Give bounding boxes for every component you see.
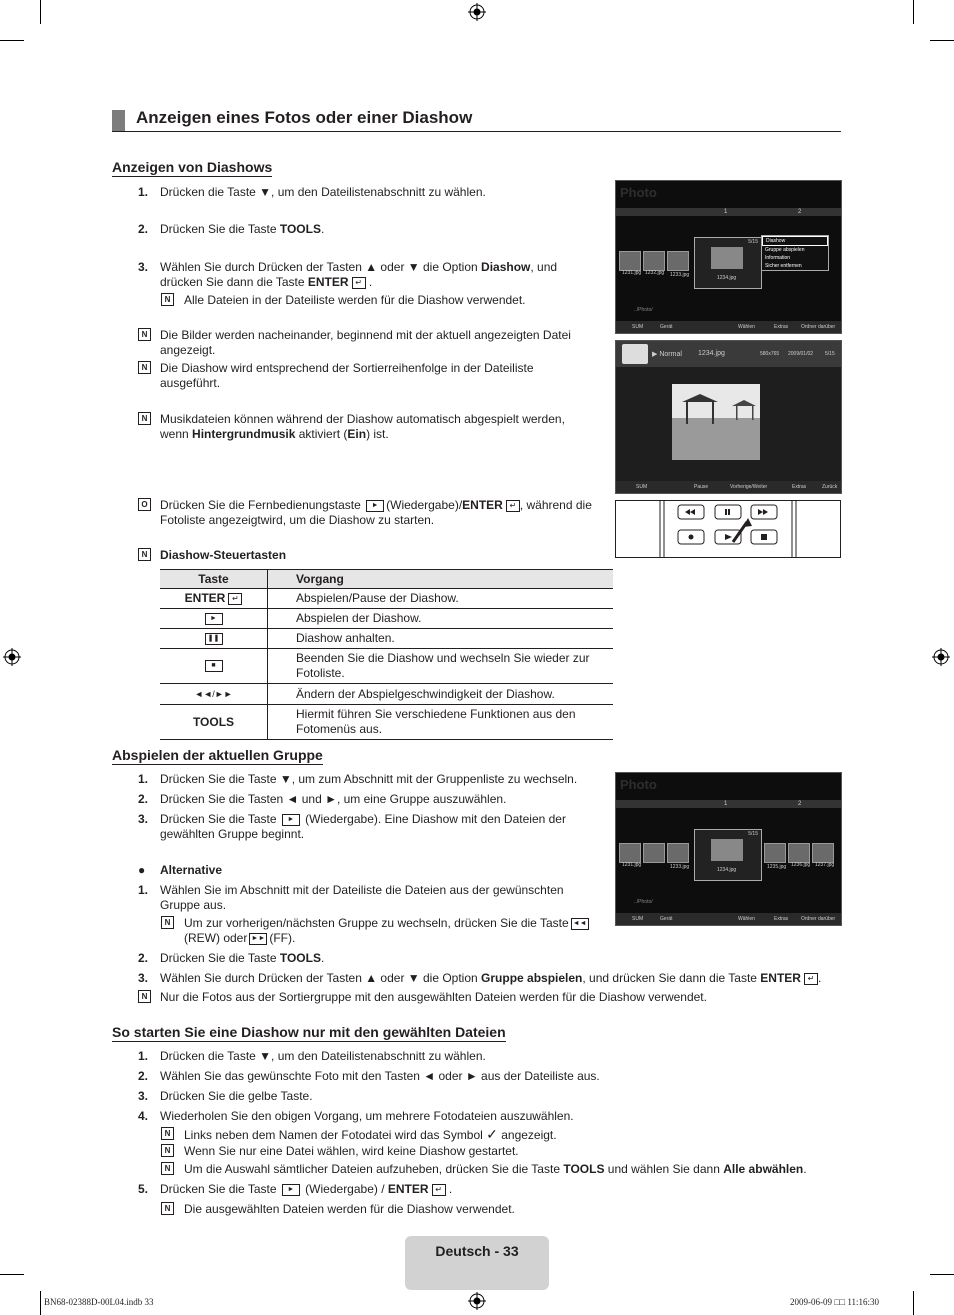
step-text: Drücken Sie die Taste ► (Wiedergabe) / ENTER ↵ .	[160, 1182, 453, 1196]
note-icon: N	[161, 1127, 174, 1140]
col-action-header: Vorgang	[268, 570, 614, 589]
subheading-gewaehlte: So starten Sie eine Diashow nur mit den gewählten Dateien	[112, 1024, 506, 1040]
file-label: 1233.jpg	[670, 864, 690, 870]
tools-menu	[761, 235, 829, 271]
menu-item-gruppe[interactable]: Gruppe abspielen	[765, 247, 805, 253]
note-text: Um zur vorherigen/nächsten Gruppe zu wechseln, drücken Sie die Taste ◄◄ (REW) oder ►► (FF).	[184, 916, 604, 946]
note-icon: N	[161, 1162, 174, 1175]
selected-thumbnail	[711, 839, 743, 861]
table-row	[160, 684, 613, 705]
play-key-icon: ►	[282, 814, 300, 826]
photo-screen-menu	[615, 180, 842, 334]
step-text: Wählen Sie das gewünschte Foto mit den Tasten ◄ oder ► aus der Dateiliste aus.	[160, 1069, 600, 1083]
step-text: Wiederholen Sie den obigen Vorgang, um mehrere Fotodateien auszuwählen.	[160, 1109, 574, 1123]
stop-key-icon: ■	[205, 660, 223, 672]
group-label: 1	[724, 801, 728, 807]
path-label: ../Photo/	[634, 899, 653, 905]
registration-mark-icon	[3, 648, 21, 666]
step-number: 3.	[138, 1089, 149, 1103]
heading-rule	[112, 131, 841, 132]
note-text: Wenn Sie nur eine Datei wählen, wird keine Diashow gestartet.	[184, 1144, 519, 1158]
action-cell: Abspielen/Pause der Diashow.	[268, 589, 614, 609]
beach-photo	[672, 384, 760, 460]
group-label: 2	[798, 209, 802, 215]
remote-note-text: Drücken Sie die Fernbedienungstaste ► (Wiedergabe)/ENTER ↵ , während die Fotoliste angezeigtwird, um die Diashow zu starten.	[160, 498, 592, 527]
step-text: Wählen Sie im Abschnitt mit der Dateiliste die Dateien aus der gewünschten Gruppe aus.	[160, 883, 564, 912]
resolution-label: 580x765	[760, 351, 780, 357]
file-label: 1231.jpg	[622, 270, 642, 276]
file-label: 1234.jpg	[698, 350, 725, 357]
col-key-header: Taste	[160, 570, 268, 589]
file-label: 1233.jpg	[670, 272, 690, 278]
screen-bottom-bar: SUM Pause Vorherige/Weiter Extras Zurück	[616, 481, 841, 493]
file-label: 1236.jpg	[791, 862, 811, 868]
step-number: 2.	[138, 1069, 149, 1083]
alternative-title: Alternative	[160, 863, 223, 877]
thumbnail	[764, 843, 786, 863]
note-text: Nur die Fotos aus der Sortiergruppe mit den ausgewählten Dateien werden für die Diashow verwendet.	[160, 990, 707, 1004]
crop-mark	[40, 1291, 41, 1315]
file-label: 1232.jpg	[645, 270, 665, 276]
crop-mark	[0, 1274, 24, 1275]
enter-icon: ↵	[352, 277, 366, 289]
crop-mark	[930, 40, 954, 41]
note-icon: N	[161, 1202, 174, 1215]
count-label: 5/15	[825, 351, 835, 357]
enter-icon: ↵	[228, 593, 242, 605]
table-row	[160, 705, 613, 740]
registration-mark-icon	[932, 648, 950, 666]
group-label: 2	[798, 801, 802, 807]
step-number: 3.	[138, 260, 149, 274]
pause-key-icon: ❚❚	[205, 633, 223, 645]
table-row	[160, 609, 613, 629]
key-cell	[160, 609, 268, 629]
file-label: 1235.jpg	[767, 864, 787, 870]
screen-bottom-bar: SUM Gerät Wählen Extras Ordner darüber	[616, 913, 841, 925]
step-text: Wählen Sie durch Drücken der Tasten ▲ oder ▼ die Option Diashow, und drücken Sie dann die Taste ENTER ↵ .	[160, 260, 558, 289]
table-row	[160, 589, 613, 609]
key-cell: ENTER ↵	[160, 589, 268, 609]
action-cell: Abspielen der Diashow.	[268, 609, 614, 629]
mode-label: ▶ Normal	[652, 351, 682, 358]
enter-icon: ↵	[432, 1184, 446, 1196]
step-number: 3.	[138, 971, 149, 985]
thumbnail	[619, 251, 641, 271]
file-label: 1231.jpg	[622, 862, 642, 868]
subheading-diashows: Anzeigen von Diashows	[112, 159, 273, 175]
play-key-icon: ►	[366, 500, 384, 512]
table-row	[160, 629, 613, 649]
ff-key-icon: ►►	[249, 933, 267, 945]
step-text: Drücken Sie die Taste ▼, um zum Abschnitt mit der Gruppenliste zu wechseln.	[160, 772, 578, 786]
key-cell	[160, 629, 268, 649]
step-number: 2.	[138, 951, 149, 965]
heading-bar	[112, 110, 125, 131]
screen-bottom-bar: SUM Gerät Wählen Extras Ordner darüber	[616, 321, 841, 333]
enter-icon: ↵	[804, 973, 818, 985]
screen-title: Photo	[620, 185, 657, 200]
play-key-icon: ►	[205, 613, 223, 625]
step-number: 2.	[138, 222, 149, 236]
key-cell	[160, 684, 268, 705]
crop-mark	[913, 1291, 914, 1315]
step-text: Drücken die Taste ▼, um den Dateilistenabschnitt zu wählen.	[160, 185, 486, 199]
note-text: Alle Dateien in der Dateiliste werden für die Diashow verwendet.	[184, 293, 526, 307]
table-row	[160, 649, 613, 684]
thumbnail	[643, 251, 665, 271]
group-bar	[616, 208, 841, 216]
thumbnail	[643, 843, 665, 863]
footer-file: BN68-02388D-00L04.indb 33	[44, 1297, 154, 1307]
note-text: Die Diashow wird entsprechend der Sortierreihenfolge in der Dateiliste ausgeführt.	[160, 361, 534, 390]
rew-key-icon: ◄◄	[571, 918, 589, 930]
home-icon	[622, 344, 648, 364]
selected-file-box: 5/15 1234.jpg	[694, 237, 762, 289]
step-text: Drücken Sie die Tasten ◄ und ►, um eine Gruppe auszuwählen.	[160, 792, 507, 806]
step-text: Drücken die Taste ▼, um den Dateilistenabschnitt zu wählen.	[160, 1049, 486, 1063]
thumbnail	[788, 843, 810, 863]
controls-title: Diashow-Steuertasten	[160, 548, 287, 562]
photo-screen-group	[615, 772, 842, 926]
note-text: Musikdateien können während der Diashow automatisch abgespielt werden, wenn Hintergrundmusik aktiviert (Ein) ist.	[160, 412, 565, 441]
action-cell: Diashow anhalten.	[268, 629, 614, 649]
menu-item-information[interactable]: Information	[765, 255, 791, 261]
note-icon: N	[161, 1144, 174, 1157]
play-key-icon: ►	[282, 1184, 300, 1196]
path-label: ../Photo/	[634, 307, 653, 313]
action-cell: Ändern der Abspielgeschwindigkeit der Diashow.	[268, 684, 614, 705]
crop-mark	[930, 1274, 954, 1275]
key-cell: TOOLS	[160, 705, 268, 740]
checkmark-icon: ✓	[486, 1126, 498, 1142]
section-title: Anzeigen eines Fotos oder einer Diashow	[136, 108, 473, 127]
note-icon: N	[138, 990, 151, 1003]
step-text: Drücken Sie die Taste ► (Wiedergabe). Eine Diashow mit den Dateien der gewählten Gruppe beginnt.	[160, 812, 566, 841]
screen-title: Photo	[620, 777, 657, 792]
step-number: 4.	[138, 1109, 149, 1123]
menu-item-entfernen[interactable]: Sicher entfernen	[765, 263, 802, 269]
action-cell: Beenden Sie die Diashow und wechseln Sie wieder zur Fotoliste.	[268, 649, 614, 684]
subheading-gruppe: Abspielen der aktuellen Gruppe	[112, 747, 323, 763]
note-icon: N	[138, 548, 151, 561]
thumbnail	[812, 843, 834, 863]
controls-table	[160, 569, 613, 740]
enter-icon: ↵	[506, 500, 520, 512]
remote-note-icon: O	[138, 498, 151, 511]
remote-control-illustration	[615, 500, 841, 558]
step-text: Drücken Sie die Taste TOOLS.	[160, 951, 325, 965]
note-text: Die ausgewählten Dateien werden für die Diashow verwendet.	[184, 1202, 515, 1216]
date-label: 2009/01/02	[788, 351, 814, 357]
crop-mark	[913, 0, 914, 24]
page-label: Deutsch - 33	[435, 1243, 519, 1259]
bullet: ●	[138, 863, 146, 877]
registration-mark-icon	[468, 1292, 486, 1310]
selected-thumbnail	[711, 247, 743, 269]
group-bar	[616, 800, 841, 808]
step-number: 2.	[138, 792, 149, 806]
step-text: Drücken Sie die gelbe Taste.	[160, 1089, 313, 1103]
thumbnail	[667, 843, 689, 863]
step-number: 1.	[138, 185, 149, 199]
step-text: Drücken Sie die Taste TOOLS.	[160, 222, 325, 236]
step-number: 1.	[138, 1049, 149, 1063]
photo-screen-slideshow	[615, 340, 842, 494]
step-number: 3.	[138, 812, 149, 826]
registration-mark-icon	[468, 3, 486, 21]
note-text: Links neben dem Namen der Fotodatei wird das Symbol ✓ angezeigt.	[184, 1126, 557, 1142]
thumbnail	[619, 843, 641, 863]
table-header	[160, 570, 613, 589]
footer-date: 2009-06-09 □□ 11:16:30	[790, 1297, 880, 1307]
selected-file-box: 5/15 1234.jpg	[694, 829, 762, 881]
step-number: 1.	[138, 883, 149, 897]
note-icon: N	[138, 328, 151, 341]
group-label: 1	[724, 209, 728, 215]
key-cell	[160, 649, 268, 684]
note-icon: N	[138, 361, 151, 374]
menu-item-diashow[interactable]: Diashow	[762, 236, 828, 246]
note-icon: N	[161, 293, 174, 306]
note-text: Die Bilder werden nacheinander, beginnend mit der aktuell angezeigten Datei angezeigt.	[160, 328, 571, 357]
step-text: Wählen Sie durch Drücken der Tasten ▲ oder ▼ die Option Gruppe abspielen, und drücken Sie dann die Taste ENTER ↵ .	[160, 971, 822, 985]
action-cell: Hiermit führen Sie verschiedene Funktionen aus den Fotomenüs aus.	[268, 705, 614, 740]
rew-ff-key-icon: ◄◄/►►	[194, 689, 233, 699]
note-text: Um die Auswahl sämtlicher Dateien aufzuheben, drücken Sie die Taste TOOLS und wählen Sie dann Alle abwählen.	[184, 1162, 807, 1176]
note-icon: N	[138, 412, 151, 425]
crop-mark	[0, 40, 24, 41]
note-icon: N	[161, 916, 174, 929]
file-label: 1237.jpg	[815, 862, 835, 868]
crop-mark	[40, 0, 41, 24]
step-number: 1.	[138, 772, 149, 786]
thumbnail	[667, 251, 689, 271]
step-number: 5.	[138, 1182, 149, 1196]
